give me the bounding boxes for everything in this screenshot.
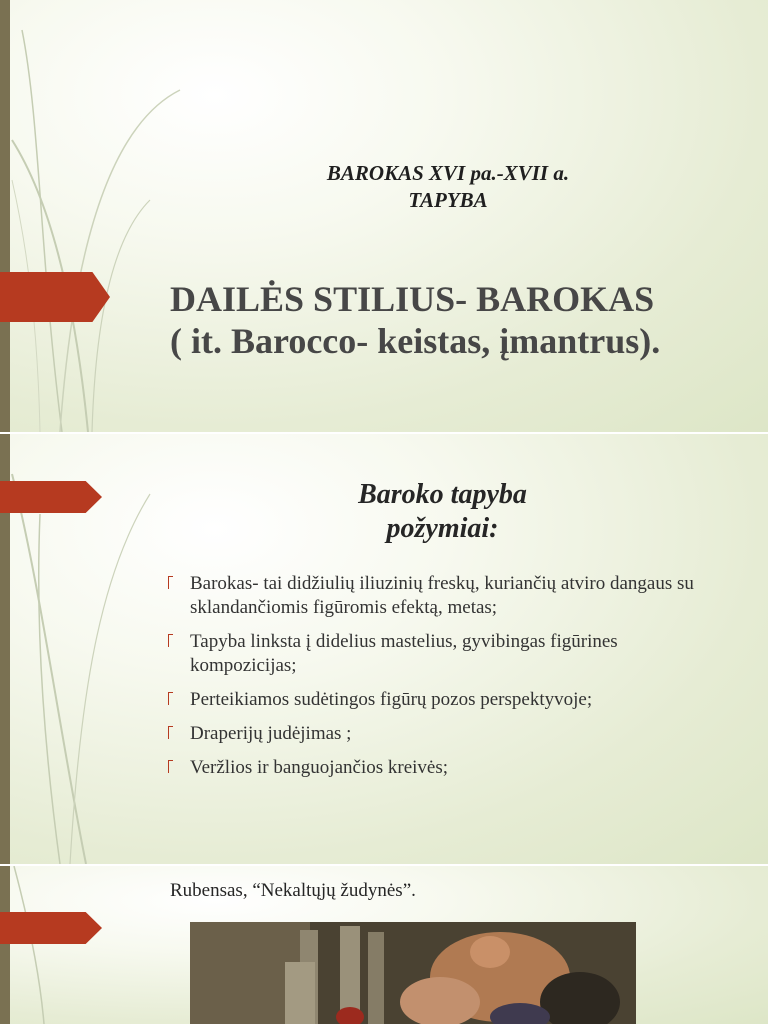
bullet-list — [168, 572, 728, 790]
decorative-curves — [0, 0, 768, 432]
bullet-icon — [168, 634, 173, 647]
list-item-text: Draperijų judėjimas ; — [190, 723, 352, 744]
list-item — [168, 630, 728, 678]
slide-title — [170, 278, 760, 362]
subtitle-line-2: TAPYBA — [408, 188, 488, 212]
painting-caption: Rubensas, “Nekaltųjų žudynės”. — [170, 880, 416, 901]
subtitle-line-1: BAROKAS XVI pa.-XVII a. — [326, 161, 570, 185]
list-item — [168, 688, 728, 712]
accent-arrow — [0, 481, 102, 513]
slide-1 — [0, 0, 768, 432]
accent-arrow — [0, 272, 110, 322]
slide-subtitle — [248, 160, 648, 214]
list-item-text: Barokas- tai didžiulių iliuzinių freskų, kuriančių atviro dangaus su sklandančiomis figūromis efektą, metas; — [190, 573, 694, 618]
slide-title — [300, 478, 585, 546]
list-item — [168, 722, 728, 746]
slide-2 — [0, 434, 768, 864]
title-line-1: Baroko tapyba — [358, 479, 527, 510]
list-item-text: Perteikiamos sudėtingos figūrų pozos perspektyvoje; — [190, 689, 593, 710]
bullet-icon — [168, 576, 173, 589]
bullet-icon — [168, 760, 173, 773]
list-item-text: Tapyba linksta į didelius mastelius, gyvibingas figūrines kompozicijas; — [190, 631, 618, 676]
slide-3 — [0, 866, 768, 1024]
title-line-2: požymiai: — [386, 513, 499, 544]
list-item — [168, 756, 728, 780]
title-line-2: ( it. Barocco- keistas, įmantrus). — [170, 321, 661, 361]
title-line-1: DAILĖS STILIUS- BAROKAS — [170, 279, 655, 319]
bullet-icon — [168, 692, 173, 705]
list-item-text: Veržlios ir banguojančios kreivės; — [190, 757, 449, 778]
painting-image — [190, 922, 636, 1024]
list-item — [168, 572, 728, 620]
painting-illustration — [190, 922, 636, 1024]
accent-arrow — [0, 912, 102, 944]
bullet-icon — [168, 726, 173, 739]
